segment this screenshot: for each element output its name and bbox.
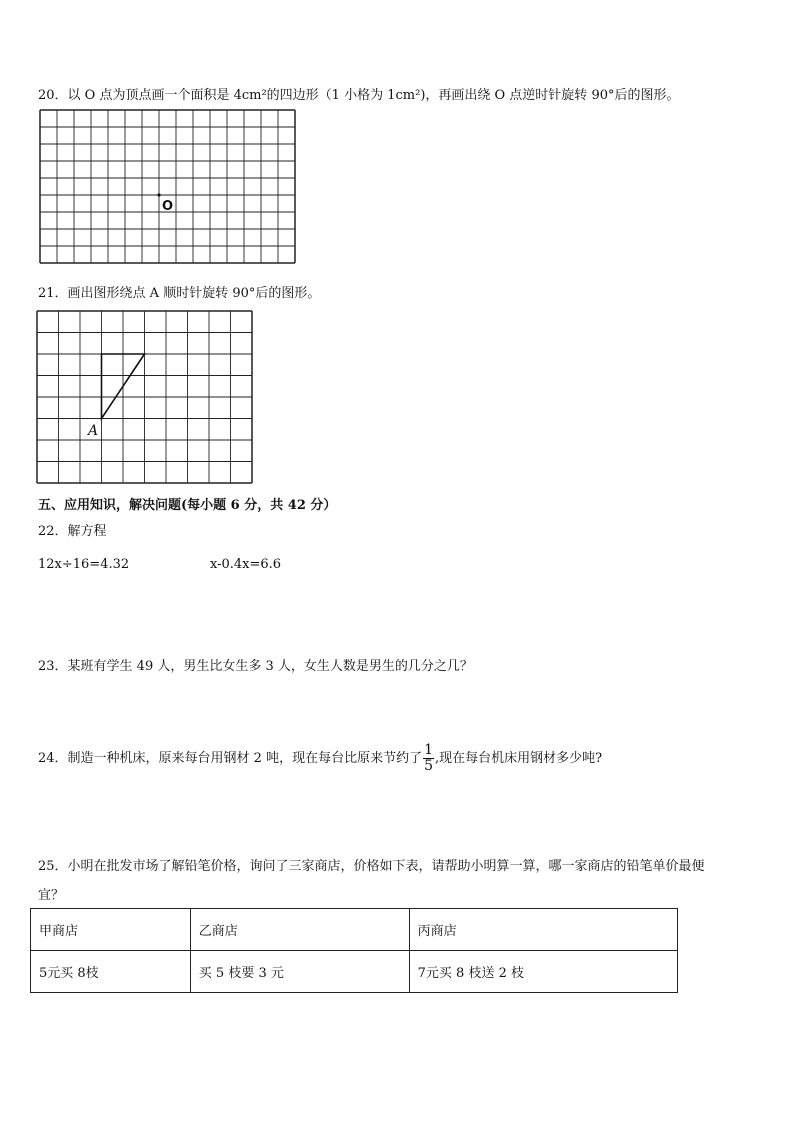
table-header-cell: 丙商店	[409, 909, 677, 951]
table-cell: 5元买 8枝	[31, 951, 191, 993]
q23-text: 23．某班有学生 49 人，男生比女生多 3 人，女生人数是男生的几分之几？	[38, 659, 473, 674]
table-row	[31, 951, 678, 993]
section-title: 五、应用知识，解决问题(每小题 6 分，共 42 分）	[38, 498, 337, 513]
q24-text	[38, 743, 602, 774]
table-header-row	[31, 909, 678, 951]
table-cell: 买 5 枝要 3 元	[190, 951, 409, 993]
q25-text-line2: 宜？	[38, 888, 65, 903]
q20-text: 20．以 O 点为顶点画一个面积是 4cm²的四边形（1 小格为 1cm²)，再画出绕 O 点逆时针旋转 90°后的图形。	[38, 88, 680, 103]
fraction-denominator: 5	[424, 758, 433, 774]
equation-1: 12x÷16=4.32	[38, 557, 130, 572]
point-o	[157, 193, 160, 196]
q22-title: 22．解方程	[38, 524, 107, 539]
q24-text-before: 24．制造一种机床，原来每台用钢材 2 吨，现在每台比原来节约了	[38, 751, 423, 766]
point-a-label: A	[88, 423, 99, 439]
fraction-numerator: 1	[424, 742, 433, 758]
table-cell: 7元买 8 枝送 2 枝	[409, 951, 677, 993]
q21-grid	[37, 311, 257, 486]
fraction-one-fifth	[423, 743, 434, 774]
table-header-cell: 甲商店	[31, 909, 191, 951]
equation-2: x-0.4x=6.6	[210, 557, 282, 572]
q21-text: 21．画出图形绕点 A 顺时针旋转 90°后的图形。	[38, 286, 321, 301]
q24-text-after: ,现在每台机床用钢材多少吨?	[435, 751, 603, 766]
table-header-cell: 乙商店	[190, 909, 409, 951]
q20-grid	[40, 110, 300, 270]
price-table	[30, 908, 678, 993]
q25-text-line1: 25．小明在批发市场了解铅笔价格，询问了三家商店，价格如下表，请帮助小明算一算，哪一家商店的铅笔单价最便	[38, 859, 705, 874]
point-o-label: O	[162, 199, 174, 214]
